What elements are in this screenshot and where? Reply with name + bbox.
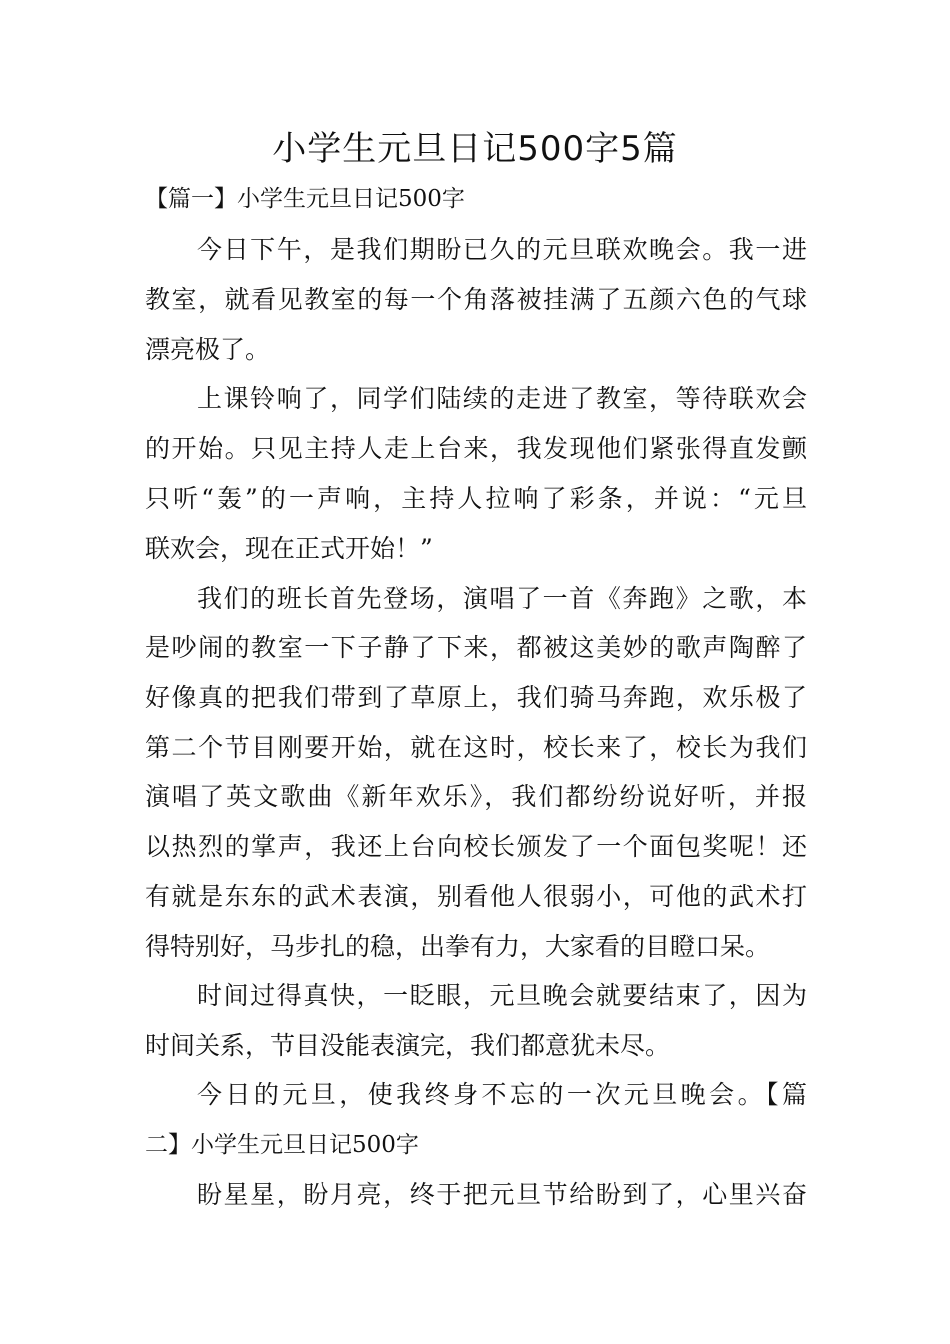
- paragraph-line: 演唱了英文歌曲《新年欢乐》，我们都纷纷说好听，并报: [145, 782, 807, 811]
- paragraph-line: 有就是东东的武术表演，别看他人很弱小，可他的武术打: [145, 882, 807, 911]
- paragraph-line: 漂亮极了。: [145, 335, 271, 364]
- paragraph-line: 的开始。只见主持人走上台来，我发现他们紧张得直发颤: [145, 434, 807, 463]
- paragraph-line: 时间过得真快，一眨眼，元旦晚会就要结束了，因为: [197, 981, 807, 1010]
- paragraph-line: 我们的班长首先登场，演唱了一首《奔跑》之歌，本: [197, 584, 807, 613]
- section-heading-2: 二】小学生元旦日记500字: [145, 1132, 419, 1158]
- paragraph-line: 第二个节目刚要开始，就在这时，校长来了，校长为我们: [145, 733, 807, 762]
- paragraph-line: 上课铃响了，同学们陆续的走进了教室，等待联欢会: [197, 384, 807, 413]
- document-title: 小学生元旦日记500字5篇: [272, 129, 678, 169]
- paragraph-line: 联欢会，现在正式开始！”: [145, 534, 433, 563]
- paragraph-line: 只听“轰”的一声响，主持人拉响了彩条，并说：“元旦: [145, 484, 807, 513]
- paragraph-line: 是吵闹的教室一下子静了下来，都被这美妙的歌声陶醉了: [145, 633, 807, 662]
- paragraph-line: 时间关系，节目没能表演完，我们都意犹未尽。: [145, 1031, 671, 1060]
- paragraph-line: 今日的元旦，使我终身不忘的一次元旦晚会。【篇: [197, 1080, 807, 1109]
- paragraph-line: 好像真的把我们带到了草原上，我们骑马奔跑，欢乐极了: [145, 683, 807, 712]
- paragraph-line: 以热烈的掌声，我还上台向校长颁发了一个面包奖呢！还: [145, 832, 807, 861]
- paragraph-line: 教室，就看见教室的每一个角落被挂满了五颜六色的气球: [145, 285, 807, 314]
- paragraph-line: 盼星星，盼月亮，终于把元旦节给盼到了，心里兴奋: [197, 1180, 807, 1209]
- paragraph-line: 得特别好，马步扎的稳，出拳有力，大家看的目瞪口呆。: [145, 932, 771, 961]
- section-heading-1: 【篇一】小学生元旦日记500字: [145, 186, 465, 212]
- paragraph-line: 今日下午，是我们期盼已久的元旦联欢晚会。我一进: [197, 235, 807, 264]
